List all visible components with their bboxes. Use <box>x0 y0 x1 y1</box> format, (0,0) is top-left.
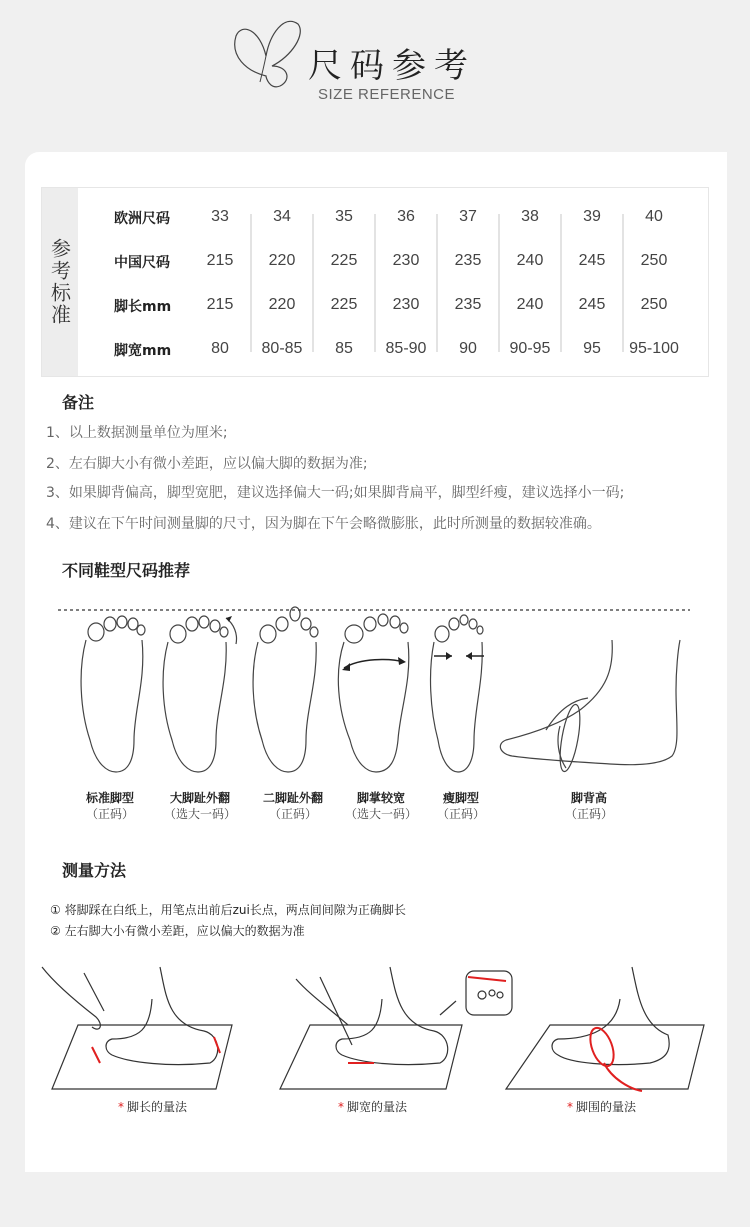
table-cell: 220 <box>268 296 296 313</box>
table-cell: 230 <box>392 296 420 313</box>
table-cell: 95 <box>583 340 601 357</box>
table-cell: 36 <box>397 208 415 225</box>
note-item: 3、如果脚背偏高，脚型宽肥，建议选择偏大一码;如果脚背扁平，脚型纤瘦，建议选择小一码; <box>46 485 625 501</box>
table-cell: 225 <box>330 296 358 313</box>
column-divider <box>250 214 252 352</box>
foot-type-caption: 二脚趾外翻 （正码） <box>262 791 323 821</box>
note-item: 4、建议在下午时间测量脚的尺寸，因为脚在下午会略微膨胀，此时所测量的数据较准确。 <box>46 516 601 532</box>
table-cell: 85 <box>335 340 353 357</box>
table-cell: 230 <box>392 252 420 269</box>
table-cell: 250 <box>640 252 668 269</box>
table-cell: 35 <box>335 208 353 225</box>
measure-step: ① 将脚踩在白纸上，用笔点出前后zui长点，两点间间隙为正确脚长 <box>50 903 406 917</box>
table-cell: 34 <box>273 208 291 225</box>
measure-title: 测量方法 <box>62 861 127 880</box>
foot-type-caption: 脚背高 （正码） <box>564 791 613 821</box>
notes-title: 备注 <box>62 393 95 412</box>
table-cell: 90 <box>459 340 477 357</box>
table-cell: 240 <box>516 252 544 269</box>
note-item: 1、以上数据测量单位为厘米; <box>46 425 228 441</box>
table-cell: 80-85 <box>261 340 303 357</box>
foot-types-title: 不同鞋型尺码推荐 <box>62 561 191 580</box>
butterfly-icon <box>226 16 306 91</box>
size-table-side-label: 参考标准 <box>42 188 78 376</box>
measure-caption: * 脚围的量法 <box>567 1100 637 1114</box>
column-divider <box>374 214 376 352</box>
column-divider <box>312 214 314 352</box>
column-divider <box>560 214 562 352</box>
size-table <box>41 187 709 377</box>
asterisk-icon: * <box>118 1100 124 1114</box>
table-cell: 235 <box>454 296 482 313</box>
table-cell: 38 <box>521 208 539 225</box>
page-header <box>0 0 750 150</box>
table-cell: 215 <box>206 296 234 313</box>
table-cell: 39 <box>583 208 601 225</box>
table-cell: 225 <box>330 252 358 269</box>
measure-caption: * 脚长的量法 <box>118 1100 188 1114</box>
table-cell: 240 <box>516 296 544 313</box>
table-cell: 235 <box>454 252 482 269</box>
measure-caption: * 脚宽的量法 <box>338 1100 408 1114</box>
table-cell: 90-95 <box>509 340 551 357</box>
foot-types-illustration <box>0 600 750 785</box>
row-label-length: 脚长mm <box>114 299 172 315</box>
foot-type-caption: 标准脚型 （正码） <box>85 791 134 821</box>
table-cell: 80 <box>211 340 229 357</box>
row-label-eu: 欧洲尺码 <box>114 211 170 227</box>
column-divider <box>622 214 624 352</box>
measure-step: ② 左右脚大小有微小差距，应以偏大的数据为准 <box>50 924 305 938</box>
table-cell: 33 <box>211 208 229 225</box>
table-cell: 250 <box>640 296 668 313</box>
table-cell: 245 <box>578 296 606 313</box>
table-cell: 215 <box>206 252 234 269</box>
row-label-width: 脚宽mm <box>114 343 172 359</box>
column-divider <box>498 214 500 352</box>
row-label-cn: 中国尺码 <box>114 255 170 271</box>
foot-type-caption: 瘦脚型 （正码） <box>436 791 485 821</box>
asterisk-icon: * <box>338 1100 344 1114</box>
page-subtitle: SIZE REFERENCE <box>318 86 456 103</box>
table-cell: 40 <box>645 208 663 225</box>
table-cell: 245 <box>578 252 606 269</box>
asterisk-icon: * <box>567 1100 573 1114</box>
column-divider <box>436 214 438 352</box>
table-cell: 95-100 <box>629 340 679 357</box>
foot-type-caption: 大脚趾外翻 （选大一码） <box>163 791 236 821</box>
table-cell: 37 <box>459 208 477 225</box>
foot-type-caption: 脚掌较宽 （选大一码） <box>344 791 417 821</box>
table-cell: 220 <box>268 252 296 269</box>
note-item: 2、左右脚大小有微小差距，应以偏大脚的数据为准; <box>46 456 368 472</box>
table-cell: 85-90 <box>385 340 427 357</box>
measure-illustration <box>0 955 750 1095</box>
page-title: 尺码参考 <box>308 46 476 86</box>
